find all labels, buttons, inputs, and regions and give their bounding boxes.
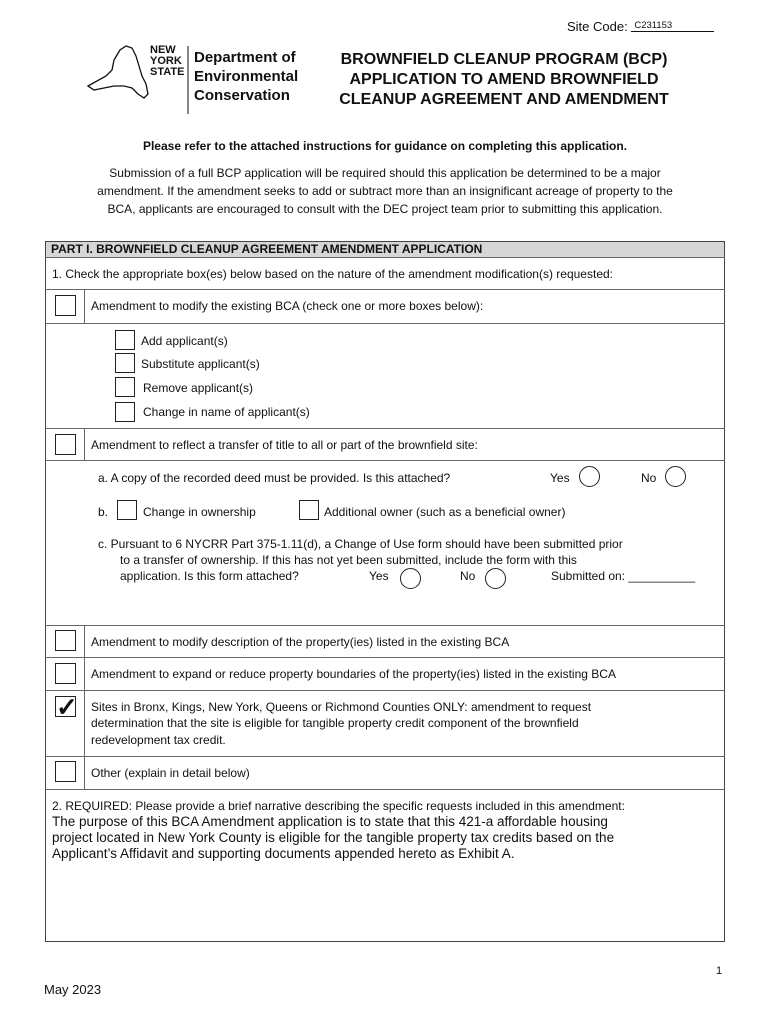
nysdec-logo [84,42,316,116]
modify-bca-checkbox[interactable] [55,295,76,316]
transfer-title-label: Amendment to reflect a transfer of title to all or part of the brownfield site: [91,438,478,452]
deed-question: a. A copy of the recorded deed must be provided. Is this attached? [98,471,451,485]
tangible-credit-line-1: Sites in Bronx, Kings, New York, Queens or Richmond Counties ONLY: amendment to request [91,700,592,714]
substitute-applicant-label: Substitute applicant(s) [141,357,260,371]
change-of-use-line-2: to a transfer of ownership. If this has not yet been submitted, include the form with this [120,553,577,567]
divider [45,756,725,757]
boundaries-checkbox[interactable] [55,663,76,684]
add-applicant-checkbox[interactable] [115,330,135,350]
divider [45,460,725,461]
site-code [567,19,714,34]
deed-yes-label: Yes [550,471,570,485]
site-code-field[interactable]: C231153 [631,20,714,32]
add-applicant-label: Add applicant(s) [141,334,228,348]
form-no-radio[interactable] [485,568,506,589]
change-name-label: Change in name of applicant(s) [143,405,310,419]
divider [45,657,725,658]
divider [45,323,725,324]
modify-bca-label: Amendment to modify the existing BCA (check one or more boxes below): [91,299,484,313]
change-ownership-label: Change in ownership [143,505,256,519]
logo-state-text: NEW YORK STATE [150,44,185,78]
column-divider [84,625,85,789]
change-name-checkbox[interactable] [115,402,135,422]
tangible-credit-line-3: redevelopment tax credit. [91,733,226,747]
divider [45,428,725,429]
deed-no-label: No [641,471,657,485]
submitted-on-field[interactable]: Submitted on: __________ [551,569,696,583]
divider [45,625,725,626]
divider [45,289,725,290]
remove-applicant-checkbox[interactable] [115,377,135,397]
page-number: 1 [716,965,723,977]
other-label: Other (explain in detail below) [91,766,250,780]
change-of-use-line-3: application. Is this form attached? [120,569,299,583]
form-yes-label: Yes [369,569,389,583]
change-ownership-checkbox[interactable] [117,500,137,520]
logo-dept-text: Department of Environmental Conservation [194,49,299,104]
divider [45,690,725,691]
form-no-label: No [460,569,476,583]
narrative-field[interactable]: The purpose of this BCA Amendment application is to state that this 421-a affordable housing project located in New York County is eligible for the tangible property tax credits based on the Applicant’s Affidavit and supporting documents appended hereto as Exhibit A. [52,814,615,861]
checkmark-icon: ✓ [56,692,78,722]
revision-date: May 2023 [44,982,102,997]
column-divider [84,428,85,460]
question-2: 2. REQUIRED: Please provide a brief narrative describing the specific requests included in this amendment: [52,799,625,813]
boundaries-label: Amendment to expand or reduce property boundaries of the property(ies) listed in the existing BCA [91,667,616,681]
additional-owner-checkbox[interactable] [299,500,319,520]
item-b-prefix: b. [98,505,109,519]
transfer-title-checkbox[interactable] [55,434,76,455]
substitute-applicant-checkbox[interactable] [115,353,135,373]
modify-description-label: Amendment to modify description of the property(ies) listed in the existing BCA [91,635,510,649]
intro-paragraph: Submission of a full BCP application will be required should this application be determined to be a major amendment. If the amendment seeks to add or subtract more than an insignificant acreage of property to the BCA, applicants are encouraged to consult with the DEC project team prior to submitting this application. [97,166,673,216]
site-code-label: Site Code: [567,19,628,34]
deed-no-radio[interactable] [665,466,686,487]
divider [45,789,725,790]
part1-heading: PART I. BROWNFIELD CLEANUP AGREEMENT AMENDMENT APPLICATION [46,242,724,257]
form-title: BROWNFIELD CLEANUP PROGRAM (BCP) APPLICATION TO AMEND BROWNFIELD CLEANUP AGREEMENT AND AMENDMENT [339,51,669,108]
instructions-note: Please refer to the attached instructions for guidance on completing this application. [142,139,628,153]
additional-owner-label: Additional owner (such as a beneficial owner) [324,505,566,519]
divider [45,257,725,258]
question-1: 1. Check the appropriate box(es) below based on the nature of the amendment modification(s) requested: [52,267,613,281]
column-divider [84,289,85,323]
change-of-use-line-1: c. Pursuant to 6 NYCRR Part 375-1.11(d), a Change of Use form should have been submitted prior [98,537,623,551]
tangible-credit-line-2: determination that the site is eligible for tangible property credit component of the brownfield [91,716,579,730]
modify-description-checkbox[interactable] [55,630,76,651]
remove-applicant-label: Remove applicant(s) [143,381,254,395]
deed-yes-radio[interactable] [579,466,600,487]
other-checkbox[interactable] [55,761,76,782]
form-yes-radio[interactable] [400,568,421,589]
